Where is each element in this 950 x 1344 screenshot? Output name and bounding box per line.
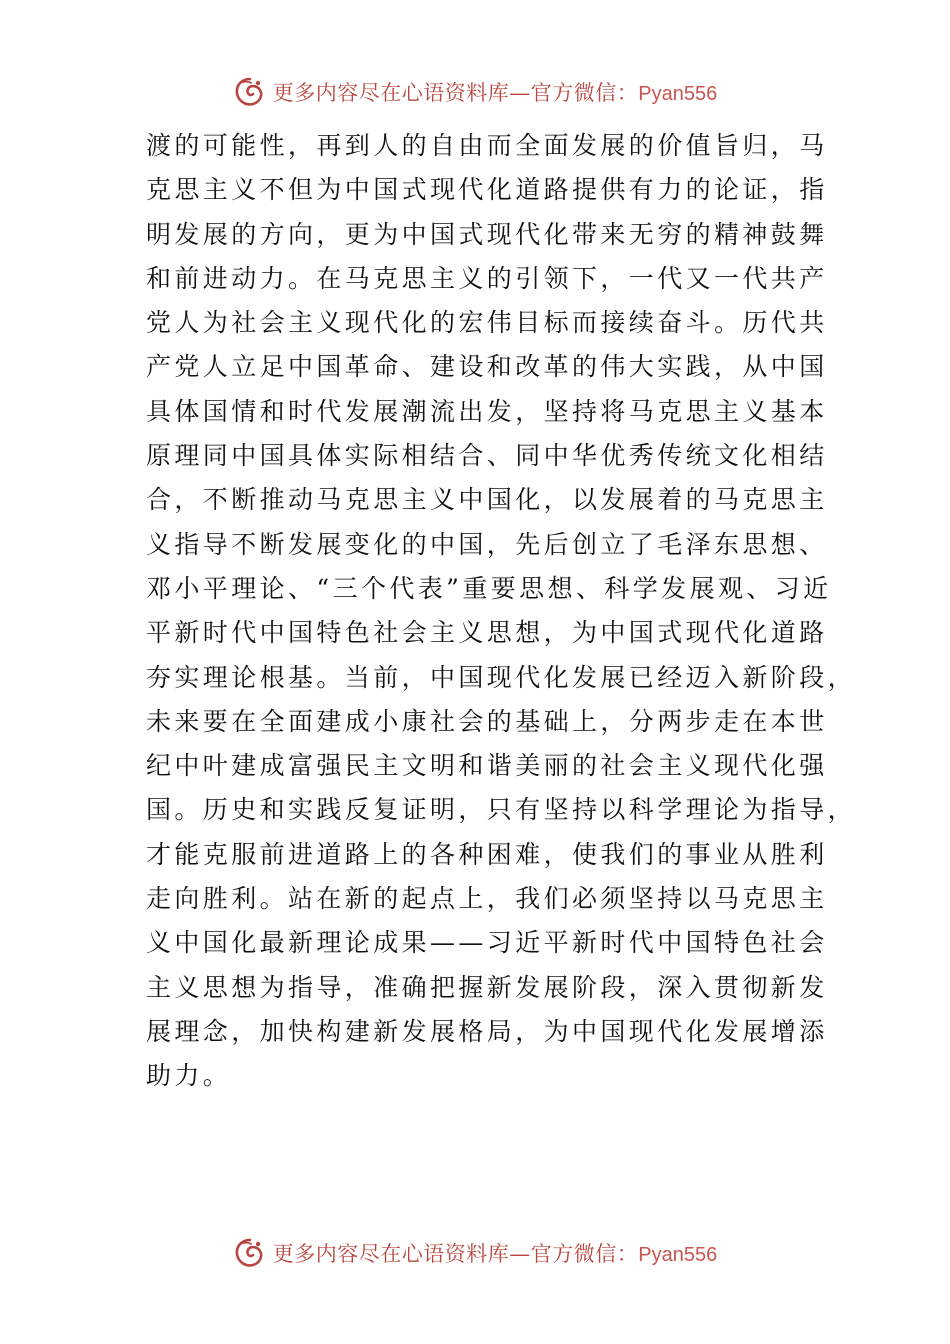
text-line: 展理念，加快构建新发展格局，为中国现代化发展增添 xyxy=(146,1016,828,1046)
swirl-logo-icon xyxy=(233,75,267,109)
text-line: 具体国情和时代发展潮流出发，坚持将马克思主义基本 xyxy=(146,396,828,426)
text-line: 和前进动力。在马克思主义的引领下，一代又一代共产 xyxy=(146,263,828,293)
watermark-account: Pyan556 xyxy=(638,1244,718,1266)
watermark-text xyxy=(273,77,717,107)
text-line: 夯实理论根基。当前，中国现代化发展已经迈入新阶段， xyxy=(146,662,857,692)
watermark-label: 更多内容尽在心语资料库—官方微信： xyxy=(272,1242,639,1266)
text-line: 邓小平理论、“三个代表”重要思想、科学发展观、习近 xyxy=(146,573,832,603)
text-line: 克思主义不但为中国式现代化道路提供有力的论证，指 xyxy=(146,175,828,205)
body-text xyxy=(146,124,857,1099)
watermark-account: Pyan556 xyxy=(638,83,718,105)
text-line: 合，不断推动马克思主义中国化，以发展着的马克思主 xyxy=(146,485,828,515)
watermark-text xyxy=(273,1238,717,1268)
watermark-label: 更多内容尽在心语资料库—官方微信： xyxy=(272,81,639,105)
text-line: 党人为社会主义现代化的宏伟目标而接续奋斗。历代共 xyxy=(146,308,828,338)
text-line: 纪中叶建成富强民主文明和谐美丽的社会主义现代化强 xyxy=(146,751,828,781)
text-line: 走向胜利。站在新的起点上，我们必须坚持以马克思主 xyxy=(146,884,828,914)
swirl-logo-icon xyxy=(233,1236,267,1270)
text-line: 国。历史和实践反复证明，只有坚持以科学理论为指导， xyxy=(146,795,857,825)
footer-watermark xyxy=(0,1233,950,1273)
text-line: 原理同中国具体实际相结合、同中华优秀传统文化相结 xyxy=(146,441,828,471)
text-line: 渡的可能性，再到人的自由而全面发展的价值旨归，马 xyxy=(146,131,828,160)
text-line: 才能克服前进道路上的各种困难，使我们的事业从胜利 xyxy=(146,839,828,869)
text-line: 平新时代中国特色社会主义思想，为中国式现代化道路 xyxy=(146,618,828,648)
text-line: 产党人立足中国革命、建设和改革的伟大实践，从中国 xyxy=(146,352,828,382)
text-line: 明发展的方向，更为中国式现代化带来无穷的精神鼓舞 xyxy=(146,219,828,249)
text-line: 义指导不断发展变化的中国，先后创立了毛泽东思想、 xyxy=(146,529,828,559)
text-line: 主义思想为指导，准确把握新发展阶段，深入贯彻新发 xyxy=(146,972,828,1002)
text-line: 义中国化最新理论成果——习近平新时代中国特色社会 xyxy=(146,928,828,958)
header-watermark xyxy=(0,72,950,112)
text-line: 未来要在全面建成小康社会的基础上，分两步走在本世 xyxy=(146,706,828,736)
text-line-last: 助力。 xyxy=(146,1061,232,1091)
